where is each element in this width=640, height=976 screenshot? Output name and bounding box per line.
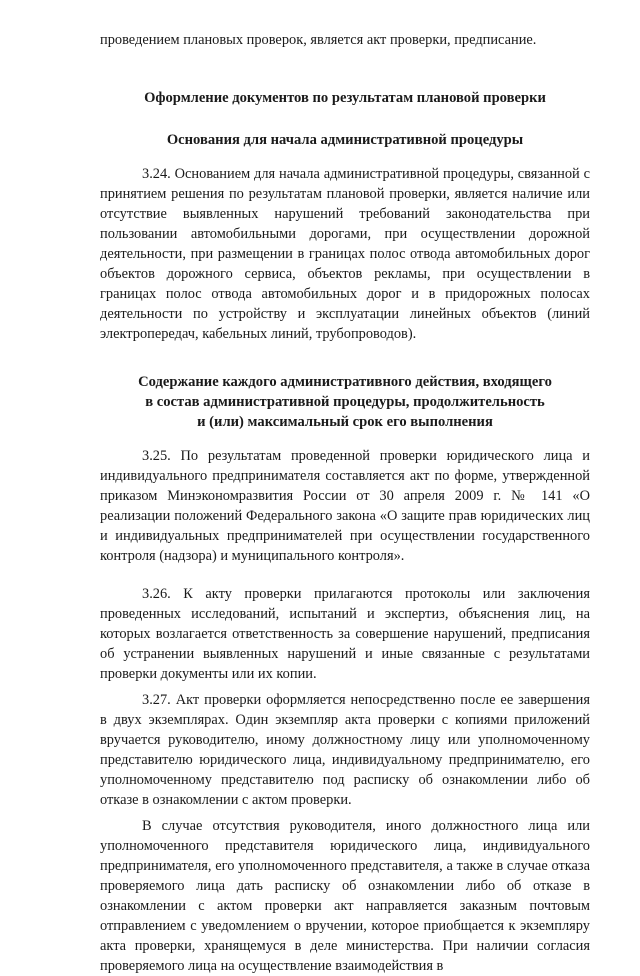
paragraph-3-27: 3.27. Акт проверки оформляется непосредственно после ее завершения в двух экземплярах. Один экземпляр акта проверки с копиями приложений вручается руководителю, иному должностному лицу или уполномоченному представителю юридического лица, индивидуальному предпринимателю, его уполномоченному представителю под расписку об ознакомлении либо об отказе в ознакомлении с актом проверки. — [100, 692, 590, 808]
paragraph-absence-case: В случае отсутствия руководителя, иного должностного лица или уполномоченного представителя юридического лица, индивидуального предпринимателя, его уполномоченного представителя, а также в случае отказа проверяемого лица дать расписку об ознакомлении либо об отказе в ознакомлении с актом проверки акт направляется заказным почтовым отправлением с уведомлением о вручении, которое приобщается к экземпляру акта проверки, хранящемуся в деле министерства. При наличии согласия проверяемого лица на осуществление взаимодействия в — [100, 818, 590, 974]
heading-procedure-basis: Основания для начала административной процедуры — [166, 132, 524, 148]
paragraph-3-26: 3.26. К акту проверки прилагаются протоколы или заключения проведенных исследований, испытаний и экспертиз, объяснения лиц, на которых возлагается ответственность за совершение нарушений, предписания об устранении выявленных нарушений и иные связанные с результатами проверки документы или их копии. — [100, 586, 590, 682]
heading-action-content-line-1: Содержание каждого административного действия, входящего — [138, 374, 552, 390]
paragraph-3-25: 3.25. По результатам проведенной проверки юридического лица и индивидуального предпринимателя составляется акт по форме, утвержденной приказом Минэкономразвития России от 30 апреля 2009 г. № 141 «О реализации положений Федерального закона «О защите прав юридических лиц и индивидуальных предпринимателей при осуществлении государственного контроля (надзора) и муниципального контроля». — [100, 448, 590, 564]
paragraph-3-24: 3.24. Основанием для начала административной процедуры, связанной с принятием решения по результатам плановой проверки, является наличие или отсутствие выявленных нарушений требований законодательства при пользовании автомобильными дорогами, при осуществлении дорожной деятельности, при размещении в границах полос отвода автомобильных дорог объектов дорожного сервиса, объектов рекламы, при осуществлении в границах полос отвода автомобильных дорог и в придорожных полосах деятельности по устройству и эксплуатации линейных объектов (линий электропередач, кабельных линий, трубопроводов). — [100, 166, 590, 342]
heading-action-content-line-3: и (или) максимальный срок его выполнения — [197, 414, 493, 430]
heading-action-content — [100, 372, 590, 432]
intro-line: проведением плановых проверок, является акт проверки, предписание. — [100, 32, 537, 48]
heading-document-registration: Оформление документов по результатам плановой проверки — [144, 90, 546, 106]
heading-action-content-line-2: в состав административной процедуры, продолжительность — [145, 394, 545, 410]
